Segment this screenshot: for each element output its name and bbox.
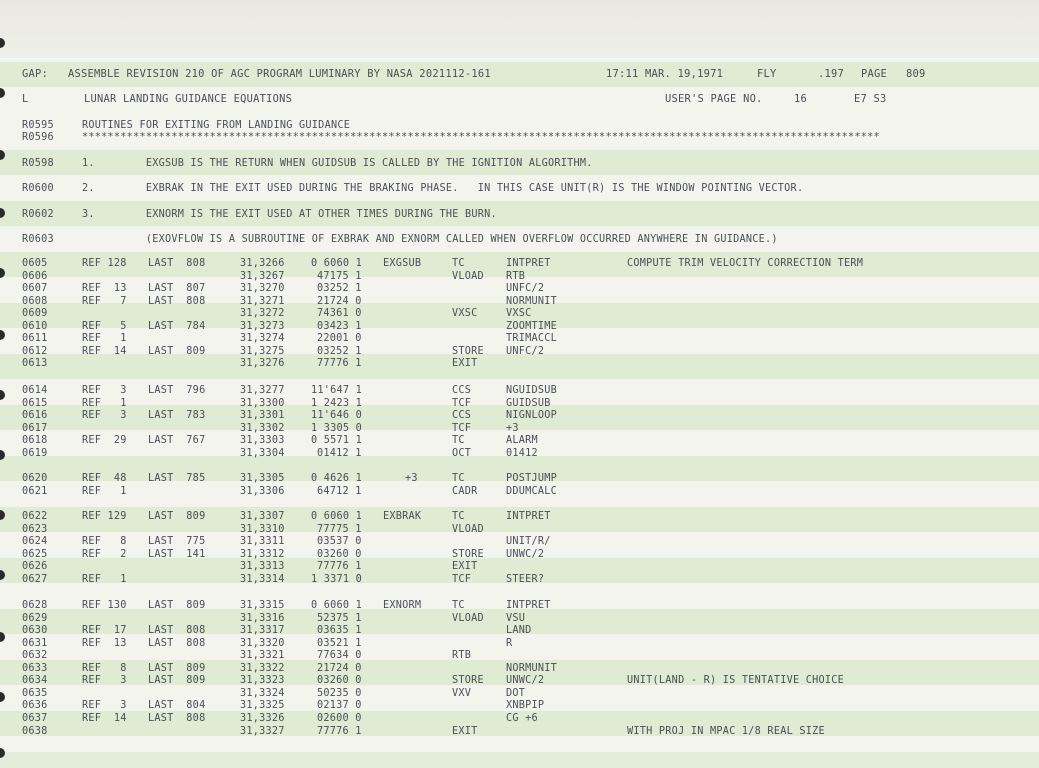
opcode: RTB	[452, 650, 472, 662]
opcode: CCS	[452, 410, 472, 422]
code-line	[0, 699, 1039, 712]
memory-address: 31,3271	[240, 295, 285, 307]
line-number: 0621	[22, 485, 48, 497]
octal-word: 03537 0	[317, 536, 362, 548]
ref-count: REF 128	[82, 258, 127, 269]
paper-top-margin	[0, 0, 1039, 58]
code-line	[0, 397, 1039, 410]
comment-line	[0, 131, 1039, 144]
octal-word: 03252 1	[317, 345, 362, 357]
code-line	[0, 434, 1039, 447]
opcode: CADR	[452, 485, 478, 497]
operand: INTPRET	[506, 600, 551, 611]
octal-word: 03260 0	[317, 548, 362, 560]
page-number: 809	[906, 68, 926, 80]
octal-word: 64712 1	[317, 485, 362, 497]
memory-address: 31,3312	[240, 548, 285, 560]
page-label: PAGE	[861, 68, 888, 80]
ref-count: REF 8	[82, 662, 127, 674]
operand: STEER?	[506, 573, 545, 585]
line-number: 0635	[22, 687, 48, 699]
operand: UNWC/2	[506, 675, 545, 687]
line-number: 0629	[22, 612, 48, 624]
ref-count: REF 1	[82, 485, 127, 497]
opcode: TC	[452, 473, 465, 484]
memory-address: 31,3273	[240, 320, 285, 332]
line-number: 0633	[22, 662, 48, 674]
octal-word: 0 6060 1	[311, 511, 363, 522]
operand: RTB	[506, 270, 526, 282]
comment-text: 2. EXBRAK IN THE EXIT USED DURING THE BRAKING PHASE. IN THIS CASE UNIT(R) IS THE WINDOW POINTING VECTOR.	[82, 183, 804, 194]
memory-address: 31,3276	[240, 358, 285, 370]
octal-word: 21724 0	[317, 662, 362, 674]
memory-address: 31,3306	[240, 485, 285, 497]
operand: NORMUNIT	[506, 662, 558, 674]
opcode: TC	[452, 511, 465, 522]
code-line	[0, 560, 1039, 573]
ref-count: REF 3	[82, 385, 127, 396]
code-line	[0, 332, 1039, 345]
octal-word: 11'647 1	[311, 385, 363, 396]
operand: UNWC/2	[506, 548, 545, 560]
line-number: 0623	[22, 523, 48, 535]
operand: NORMUNIT	[506, 295, 558, 307]
code-line	[0, 307, 1039, 320]
operand: INTPRET	[506, 258, 551, 269]
code-line	[0, 345, 1039, 358]
ref-count: REF 2	[82, 548, 127, 560]
memory-address: 31,3322	[240, 662, 285, 674]
code-line	[0, 523, 1039, 536]
line-number: 0627	[22, 573, 48, 585]
memory-address: 31,3327	[240, 725, 285, 737]
line-number: 0615	[22, 397, 48, 409]
opcode: CCS	[452, 385, 472, 396]
line-ref: R0602	[22, 209, 54, 220]
line-ref: R0600	[22, 183, 54, 194]
memory-address: 31,3267	[240, 270, 285, 282]
line-number: 0628	[22, 600, 48, 611]
octal-word: 03521 1	[317, 637, 362, 649]
operand: 01412	[506, 447, 538, 459]
octal-word: 77775 1	[317, 523, 362, 535]
memory-address: 31,3302	[240, 422, 285, 434]
code-line	[0, 485, 1039, 498]
octal-word: 0 5571 1	[311, 435, 363, 447]
octal-word: 21724 0	[317, 295, 362, 307]
octal-word: 0 6060 1	[311, 258, 363, 269]
section-code: E7 S3	[854, 93, 887, 105]
opcode: VXV	[452, 687, 472, 699]
opcode: TC	[452, 600, 465, 611]
operand: DDUMCALC	[506, 485, 558, 497]
last-page: LAST 783	[148, 410, 206, 422]
octal-word: 03252 1	[317, 283, 362, 295]
code-line	[0, 357, 1039, 370]
opcode: EXIT	[452, 358, 478, 370]
comment-line	[0, 182, 1039, 195]
code-line	[0, 624, 1039, 637]
memory-address: 31,3310	[240, 523, 285, 535]
code-line	[0, 599, 1039, 612]
last-page: LAST 767	[148, 435, 206, 447]
last-page: LAST 809	[148, 511, 206, 522]
operand: R	[506, 637, 513, 649]
code-comment: WITH PROJ IN MPAC 1/8 REAL SIZE	[627, 725, 825, 737]
memory-address: 31,3311	[240, 536, 285, 548]
opcode: OCT	[452, 447, 472, 459]
line-number: 0617	[22, 422, 48, 434]
line-ref: R0603	[22, 234, 54, 245]
operand: UNFC/2	[506, 345, 545, 357]
opcode: TCF	[452, 422, 472, 434]
line-number: 0632	[22, 650, 48, 662]
ref-count: REF 3	[82, 675, 127, 687]
code-line	[0, 320, 1039, 333]
assemble-line: ASSEMBLE REVISION 210 OF AGC PROGRAM LUMINARY BY NASA 2021112-161	[68, 68, 491, 80]
operand: UNFC/2	[506, 283, 545, 295]
code-line	[0, 674, 1039, 687]
memory-address: 31,3277	[240, 385, 285, 396]
line-number: 0614	[22, 385, 48, 396]
memory-address: 31,3274	[240, 333, 285, 345]
code-line	[0, 725, 1039, 738]
memory-address: 31,3321	[240, 650, 285, 662]
code-label: +3	[405, 473, 418, 484]
operand: XNBPIP	[506, 700, 545, 712]
memory-address: 31,3316	[240, 612, 285, 624]
operand: ZOOMTIME	[506, 320, 558, 332]
octal-word: 50235 0	[317, 687, 362, 699]
line-number: 0625	[22, 548, 48, 560]
line-number: 0622	[22, 511, 48, 522]
line-number: 0624	[22, 536, 48, 548]
code-line	[0, 573, 1039, 586]
ref-count: REF 3	[82, 700, 127, 712]
line-number: 0610	[22, 320, 48, 332]
code-line	[0, 422, 1039, 435]
line-number: 0609	[22, 308, 48, 320]
code-line	[0, 447, 1039, 460]
users-page-number: 16	[794, 93, 808, 105]
octal-word: 47175 1	[317, 270, 362, 282]
comment-text: ROUTINES FOR EXITING FROM LANDING GUIDANCE	[82, 120, 351, 131]
memory-address: 31,3323	[240, 675, 285, 687]
comment-text: 3. EXNORM IS THE EXIT USED AT OTHER TIMES DURING THE BURN.	[82, 209, 497, 220]
operand: CG +6	[506, 712, 538, 724]
operand: +3	[506, 422, 519, 434]
section-marker: L	[22, 93, 29, 105]
line-ref: R0598	[22, 158, 54, 169]
line-number: 0608	[22, 295, 48, 307]
code-label: EXBRAK	[383, 511, 422, 522]
opcode: STORE	[452, 548, 484, 560]
operand: TRIMACCL	[506, 333, 558, 345]
last-page: LAST 808	[148, 637, 206, 649]
memory-address: 31,3301	[240, 410, 285, 422]
code-comment: UNIT(LAND - R) IS TENTATIVE CHOICE	[627, 675, 845, 687]
ref-count: REF 48	[82, 473, 127, 484]
octal-word: 77776 1	[317, 725, 362, 737]
opcode: EXIT	[452, 561, 478, 573]
line-number: 0606	[22, 270, 48, 282]
ref-count: REF 14	[82, 712, 127, 724]
operand: LAND	[506, 625, 532, 637]
opcode: VLOAD	[452, 612, 484, 624]
memory-address: 31,3304	[240, 447, 285, 459]
fly-label: FLY	[757, 68, 777, 80]
last-page: LAST 796	[148, 385, 206, 396]
memory-address: 31,3313	[240, 561, 285, 573]
octal-word: 0 4626 1	[311, 473, 363, 484]
operand: GUIDSUB	[506, 397, 551, 409]
line-number: 0626	[22, 561, 48, 573]
last-page: LAST 785	[148, 473, 206, 484]
octal-word: 01412 1	[317, 447, 362, 459]
ref-count: REF 13	[82, 283, 127, 295]
code-line	[0, 637, 1039, 650]
last-page: LAST 809	[148, 345, 206, 357]
code-line	[0, 295, 1039, 308]
feed-hole	[0, 38, 5, 48]
memory-address: 31,3272	[240, 308, 285, 320]
octal-word: 77776 1	[317, 358, 362, 370]
memory-address: 31,3303	[240, 435, 285, 447]
octal-word: 1 3371 0	[311, 573, 363, 585]
ref-count: REF 29	[82, 435, 127, 447]
opcode: STORE	[452, 675, 484, 687]
opcode: VLOAD	[452, 270, 484, 282]
ref-count: REF 17	[82, 625, 127, 637]
memory-address: 31,3275	[240, 345, 285, 357]
octal-word: 77634 0	[317, 650, 362, 662]
line-number: 0636	[22, 700, 48, 712]
code-line	[0, 384, 1039, 397]
ref-count: REF 13	[82, 637, 127, 649]
code-line	[0, 282, 1039, 295]
memory-address: 31,3324	[240, 687, 285, 699]
line-number: 0607	[22, 283, 48, 295]
memory-address: 31,3307	[240, 511, 285, 522]
feed-hole	[0, 748, 5, 758]
operand: NGUIDSUB	[506, 385, 558, 396]
section-title: LUNAR LANDING GUIDANCE EQUATIONS	[84, 93, 293, 105]
operand: POSTJUMP	[506, 473, 558, 484]
last-page: LAST 807	[148, 283, 206, 295]
line-number: 0631	[22, 637, 48, 649]
last-page: LAST 784	[148, 320, 206, 332]
ref-count: REF 1	[82, 333, 127, 345]
ref-count: REF 3	[82, 410, 127, 422]
code-line	[0, 548, 1039, 561]
memory-address: 31,3300	[240, 397, 285, 409]
octal-word: 11'646 0	[311, 410, 363, 422]
line-number: 0618	[22, 435, 48, 447]
print-datetime: 17:11 MAR. 19,1971	[606, 68, 724, 80]
octal-word: 03635 1	[317, 625, 362, 637]
ref-count: REF 129	[82, 511, 127, 522]
line-number: 0630	[22, 625, 48, 637]
code-label: EXNORM	[383, 600, 422, 611]
last-page: LAST 775	[148, 536, 206, 548]
octal-word: 77776 1	[317, 561, 362, 573]
line-number: 0637	[22, 712, 48, 724]
code-line	[0, 472, 1039, 485]
fly-code: .197	[818, 68, 845, 80]
ref-count: REF 5	[82, 320, 127, 332]
code-line	[0, 257, 1039, 270]
comment-line	[0, 157, 1039, 170]
opcode: STORE	[452, 345, 484, 357]
octal-word: 03260 0	[317, 675, 362, 687]
last-page: LAST 809	[148, 600, 206, 611]
last-page: LAST 808	[148, 258, 206, 269]
green-bar	[0, 752, 1039, 768]
code-comment: COMPUTE TRIM VELOCITY CORRECTION TERM	[627, 258, 864, 269]
memory-address: 31,3326	[240, 712, 285, 724]
last-page: LAST 808	[148, 295, 206, 307]
opcode: EXIT	[452, 725, 478, 737]
comment-text: (EXOVFLOW IS A SUBROUTINE OF EXBRAK AND EXNORM CALLED WHEN OVERFLOW OCCURRED ANYWHERE IN GUIDANCE.)	[82, 234, 778, 245]
opcode: TCF	[452, 397, 472, 409]
opcode: VLOAD	[452, 523, 484, 535]
last-page: LAST 804	[148, 700, 206, 712]
memory-address: 31,3305	[240, 473, 285, 484]
last-page: LAST 808	[148, 625, 206, 637]
octal-word: 22001 0	[317, 333, 362, 345]
line-number: 0611	[22, 333, 48, 345]
octal-word: 03423 1	[317, 320, 362, 332]
line-number: 0613	[22, 358, 48, 370]
octal-word: 02137 0	[317, 700, 362, 712]
octal-word: 0 6060 1	[311, 600, 363, 611]
line-ref: R0596	[22, 132, 54, 143]
octal-word: 74361 0	[317, 308, 362, 320]
octal-word: 52375 1	[317, 612, 362, 624]
ref-count: REF 8	[82, 536, 127, 548]
opcode: TC	[452, 258, 465, 269]
operand: INTPRET	[506, 511, 551, 522]
line-number: 0634	[22, 675, 48, 687]
operand: NIGNLOOP	[506, 410, 558, 422]
operand: DOT	[506, 687, 526, 699]
opcode: TC	[452, 435, 465, 447]
opcode: TCF	[452, 573, 472, 585]
operand: VSU	[506, 612, 526, 624]
ref-count: REF 1	[82, 573, 127, 585]
memory-address: 31,3315	[240, 600, 285, 611]
memory-address: 31,3266	[240, 258, 285, 269]
line-number: 0619	[22, 447, 48, 459]
code-line	[0, 510, 1039, 523]
line-number: 0616	[22, 410, 48, 422]
users-page-label: USER'S PAGE NO.	[665, 93, 763, 105]
last-page: LAST 808	[148, 712, 206, 724]
octal-word: 1 2423 1	[311, 397, 363, 409]
gap-label: GAP:	[22, 68, 49, 80]
last-page: LAST 809	[148, 662, 206, 674]
last-page: LAST 809	[148, 675, 206, 687]
memory-address: 31,3270	[240, 283, 285, 295]
operand: VXSC	[506, 308, 532, 320]
comment-line	[0, 208, 1039, 221]
comment-text: *****************************************************************************************************************************	[82, 132, 880, 143]
ref-count: REF 7	[82, 295, 127, 307]
section-header	[0, 93, 1039, 106]
octal-word: 1 3305 0	[311, 422, 363, 434]
memory-address: 31,3325	[240, 700, 285, 712]
line-ref: R0595	[22, 120, 54, 131]
listing-header	[0, 68, 1039, 81]
code-line	[0, 662, 1039, 675]
comment-line	[0, 233, 1039, 246]
code-line	[0, 687, 1039, 700]
octal-word: 02600 0	[317, 712, 362, 724]
ref-count: REF 1	[82, 397, 127, 409]
code-line	[0, 712, 1039, 725]
operand: ALARM	[506, 435, 538, 447]
code-line	[0, 409, 1039, 422]
memory-address: 31,3317	[240, 625, 285, 637]
line-number: 0605	[22, 258, 48, 269]
ref-count: REF 130	[82, 600, 127, 611]
memory-address: 31,3314	[240, 573, 285, 585]
line-number: 0620	[22, 473, 48, 484]
memory-address: 31,3320	[240, 637, 285, 649]
code-label: EXGSUB	[383, 258, 422, 269]
line-number: 0612	[22, 345, 48, 357]
code-line	[0, 270, 1039, 283]
ref-count: REF 14	[82, 345, 127, 357]
opcode: VXSC	[452, 308, 478, 320]
operand: UNIT/R/	[506, 536, 551, 548]
line-number: 0638	[22, 725, 48, 737]
code-line	[0, 612, 1039, 625]
comment-text: 1. EXGSUB IS THE RETURN WHEN GUIDSUB IS CALLED BY THE IGNITION ALGORITHM.	[82, 158, 593, 169]
code-line	[0, 535, 1039, 548]
code-line	[0, 649, 1039, 662]
last-page: LAST 141	[148, 548, 206, 560]
